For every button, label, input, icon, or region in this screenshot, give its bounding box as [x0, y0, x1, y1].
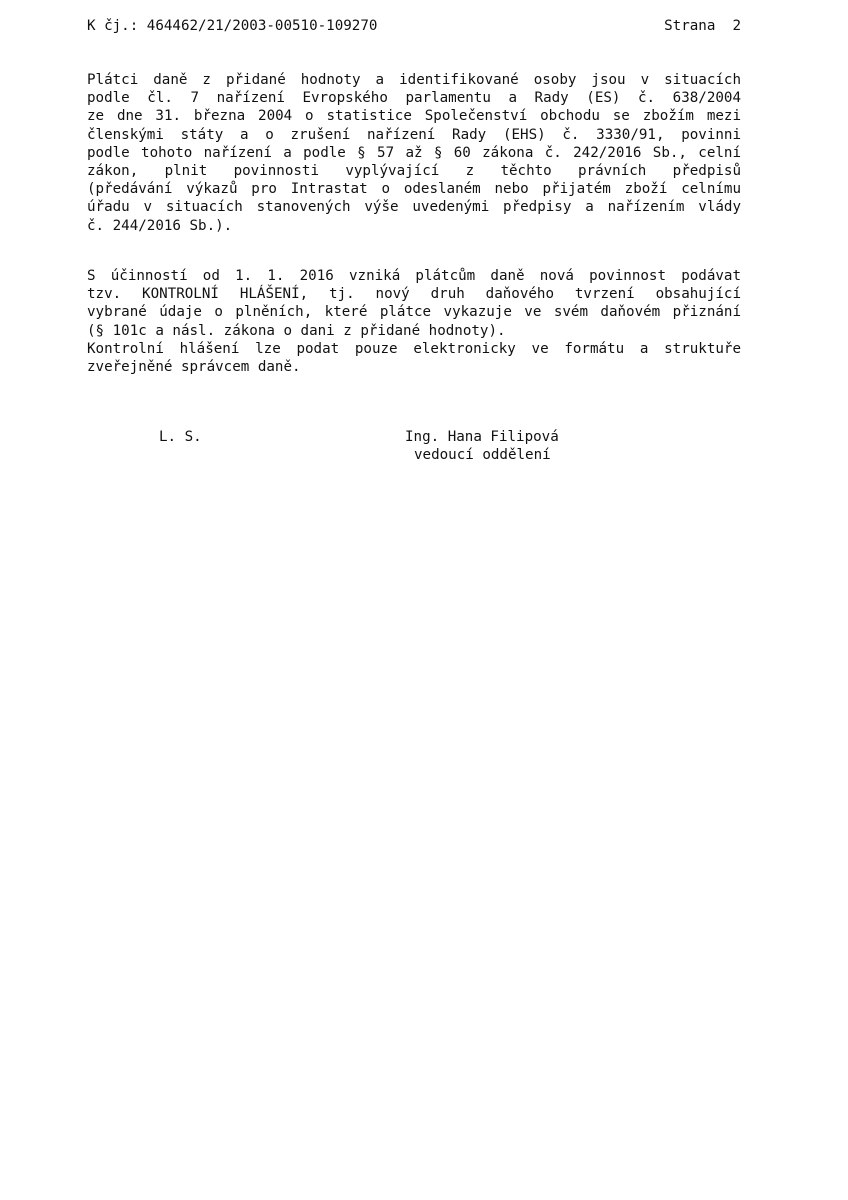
paragraph-line: zveřejněné správcem daně.: [87, 358, 301, 375]
paragraph-line: č. 244/2016 Sb.).: [87, 217, 233, 234]
signer-role: vedoucí oddělení: [414, 447, 551, 463]
paragraph-line: ze dne 31. března 2004 o statistice Společenství obchodu se zbožím mezi: [87, 108, 741, 125]
page-number: Strana 2: [664, 18, 741, 34]
paragraph-line: členskými státy a o zrušení nařízení Rady (EHS) č. 3330/91, povinni: [87, 126, 741, 143]
page-header: [87, 18, 741, 38]
seal-mark: L. S.: [159, 429, 202, 445]
paragraph-line: vybrané údaje o plněních, které plátce vykazuje ve svém daňovém přiznání: [87, 304, 741, 321]
paragraph-line: úřadu v situacích stanovených výše uvedenými předpisy a nařízením vlády: [87, 199, 741, 216]
paragraph-intrastat: [87, 71, 741, 235]
reference-number: K čj.: 464462/21/2003-00510-109270: [87, 18, 378, 34]
paragraph-line: (§ 101c a násl. zákona o dani z přidané hodnoty).: [87, 322, 506, 339]
paragraph-line: podle tohoto nařízení a podle § 57 až § 60 zákona č. 242/2016 Sb., celní: [87, 144, 741, 161]
paragraph-line: S účinností od 1. 1. 2016 vzniká plátcům daně nová povinnost podávat: [87, 268, 741, 284]
paragraph-line: Kontrolní hlášení lze podat pouze elektronicky ve formátu a struktuře: [87, 340, 741, 357]
paragraph-line: (předávání výkazů pro Intrastat o odeslaném nebo přijatém zboží celnímu: [87, 181, 741, 198]
paragraph-line: zákon, plnit povinnosti vyplývající z těchto právních předpisů: [87, 162, 741, 179]
paragraph-line: podle čl. 7 nařízení Evropského parlamentu a Rady (ES) č. 638/2004: [87, 90, 741, 107]
paragraph-line: Plátci daně z přidané hodnoty a identifikované osoby jsou v situacích: [87, 72, 741, 88]
paragraph-kontrolni-hlaseni: [87, 267, 741, 376]
paragraph-line: tzv. KONTROLNÍ HLÁŠENÍ, tj. nový druh daňového tvrzení obsahující: [87, 286, 741, 303]
signer-name: Ing. Hana Filipová: [405, 429, 559, 445]
